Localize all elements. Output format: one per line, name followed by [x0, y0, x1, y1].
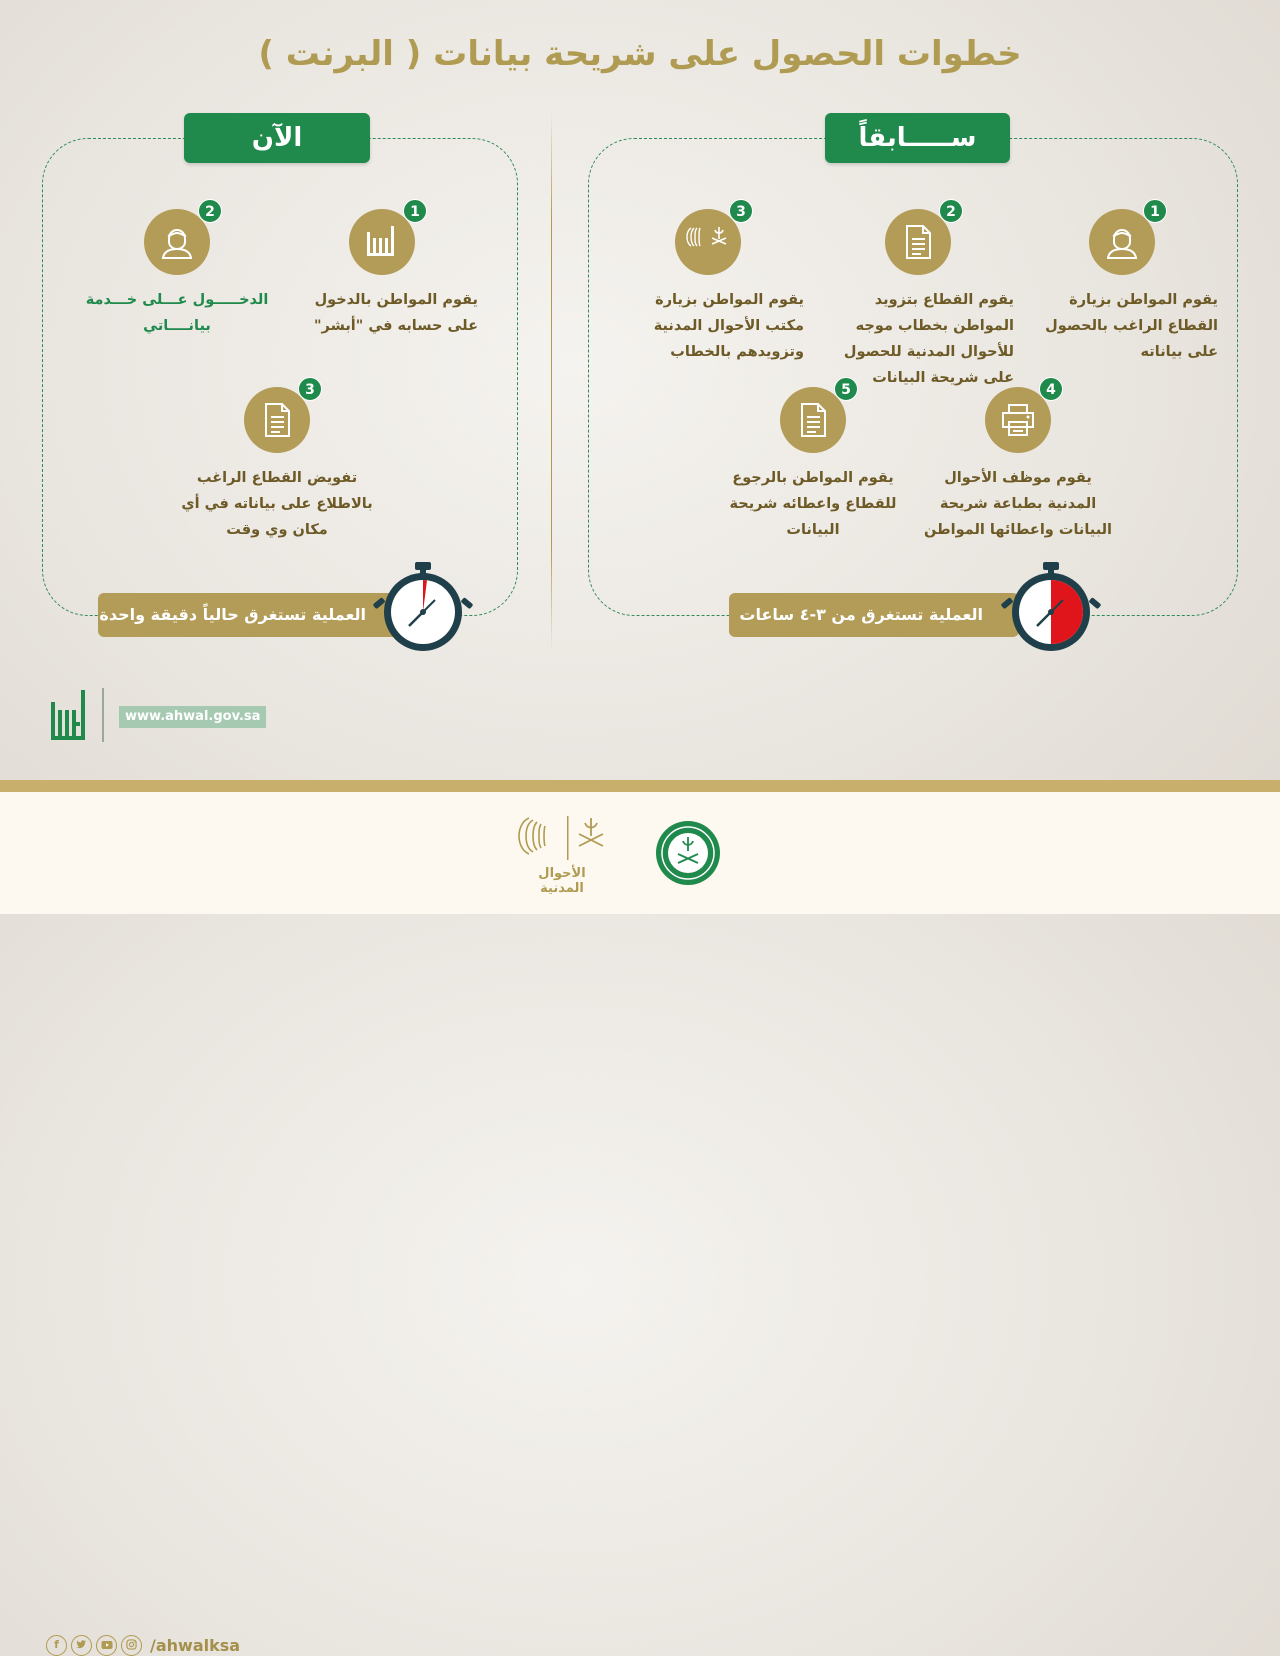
- step-number-badge: 3: [298, 377, 322, 401]
- now-duration-bar: العملية تستغرق حالياً دقيقة واحدة: [98, 593, 408, 637]
- before-step-1: [1022, 204, 1222, 365]
- step-description: يقوم موظف الأحوال المدنية بطباعة شريحة البيانات واعطائها المواطن: [923, 470, 1113, 538]
- before-step-4: [918, 382, 1118, 543]
- step-description: يقوم المواطن بزيارة مكتب الأحوال المدنية وتزويدهم بالخطاب: [653, 292, 804, 360]
- person-icon: [144, 204, 215, 275]
- gold-band: [0, 780, 1280, 792]
- before-step-3: [608, 204, 808, 365]
- now-step-2: [77, 204, 277, 339]
- logo-separator: [102, 688, 104, 742]
- ahwal-logo: [515, 814, 611, 866]
- social-links: [46, 1635, 240, 1656]
- before-step-2: [818, 204, 1018, 391]
- twitter-icon[interactable]: [71, 1635, 92, 1656]
- youtube-icon[interactable]: [96, 1635, 117, 1656]
- step-description: يقوم القطاع بتزويد المواطن بخطاب موجه للأحوال المدنية للحصول على شريحة البيانات: [843, 292, 1014, 386]
- step-number-badge: 1: [403, 199, 427, 223]
- document-icon: [885, 204, 956, 275]
- now-step-3: [177, 382, 377, 543]
- printer-icon: [985, 382, 1056, 453]
- step-number-badge: 3: [729, 199, 753, 223]
- step-description: يقوم المواطن بالدخول على حسابه في "أبشر": [314, 292, 478, 334]
- before-duration-bar: العملية تستغرق من ٣-٤ ساعات: [729, 593, 1019, 637]
- footer: [0, 792, 1280, 1655]
- ministry-emblem-icon: [654, 819, 722, 887]
- now-header: الآن: [184, 113, 370, 163]
- document-icon: [780, 382, 851, 453]
- center-divider: [551, 112, 552, 652]
- step-number-badge: 2: [198, 199, 222, 223]
- stopwatch-before-icon: [1005, 560, 1097, 656]
- page-title: خطوات الحصول على شريحة بيانات ( البرنت ): [258, 34, 1022, 74]
- now-step-1: [282, 204, 482, 339]
- step-description: يقوم المواطن بالرجوع للقطاع واعطائه شريحة البيانات: [729, 470, 897, 538]
- step-number-badge: 4: [1039, 377, 1063, 401]
- ahwal-logo-icon: [675, 204, 746, 275]
- website-link[interactable]: www.ahwal.gov.sa: [119, 706, 266, 728]
- absher-icon: [349, 204, 420, 275]
- step-description: تفويض القطاع الراغب بالاطلاع على بياناته في أي مكان وي وقت: [181, 470, 373, 538]
- step-description: الدخـــــول عـــلى خـــدمة بيانــــاتي: [85, 292, 269, 334]
- before-header: ســـــابقاً: [825, 113, 1010, 163]
- step-number-badge: 2: [939, 199, 963, 223]
- step-number-badge: 5: [834, 377, 858, 401]
- social-handle[interactable]: /ahwalksa: [150, 1636, 241, 1655]
- facebook-icon[interactable]: f: [46, 1635, 67, 1656]
- instagram-icon[interactable]: [121, 1635, 142, 1656]
- person-icon: [1089, 204, 1160, 275]
- step-number-badge: 1: [1143, 199, 1167, 223]
- absher-logo: [48, 688, 92, 744]
- ahwal-name: الأحوال المدنية: [538, 866, 586, 896]
- before-step-5: [713, 382, 913, 543]
- stopwatch-now-icon: [377, 560, 469, 656]
- step-description: يقوم المواطن بزيارة القطاع الراغب بالحصول على بياناته: [1045, 292, 1218, 360]
- document-icon: [244, 382, 315, 453]
